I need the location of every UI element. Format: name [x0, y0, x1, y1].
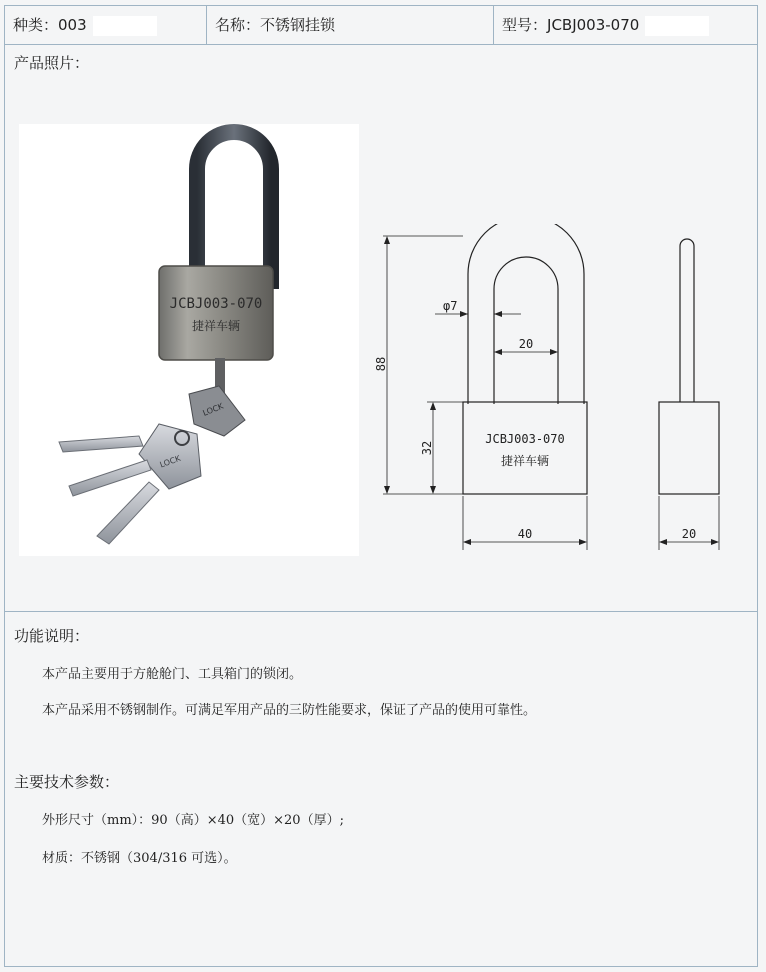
side-shackle — [680, 239, 694, 402]
description-section — [5, 611, 757, 966]
photo-section — [5, 44, 757, 612]
photo-engraving-brand: 捷祥车辆 — [191, 319, 241, 333]
lock-body-shape — [159, 266, 273, 360]
specs-material: 材质：不锈钢（304/316 可选）。 — [42, 851, 237, 866]
specs-size: 外形尺寸（mm）：90（高）×40（宽）×20（厚）; — [42, 813, 344, 828]
dim-label-32: 32 — [420, 440, 434, 456]
front-shackle-inner — [494, 257, 558, 404]
key-blade-2 — [69, 460, 151, 496]
key-head-top-text: LOCK — [201, 401, 225, 418]
dim-label-side-20: 20 — [681, 527, 697, 541]
dim-label-88: 88 — [374, 356, 388, 372]
model-value: JCBJ003-070 — [547, 16, 640, 34]
name-label: 名称： — [215, 16, 261, 34]
name-value: 不锈钢挂锁 — [260, 16, 336, 34]
header-row — [5, 6, 757, 45]
drawing-model-text: JCBJ003-070 — [485, 432, 565, 446]
category-cell — [5, 6, 207, 44]
front-body — [463, 402, 587, 494]
function-para-1: 本产品主要用于方舱舱门、工具箱门的锁闭。 — [42, 667, 303, 682]
drawing-brand-text: 捷祥车辆 — [500, 454, 550, 468]
key-head-front-text: LOCK — [158, 453, 182, 470]
function-label: 功能说明： — [14, 627, 90, 645]
dim-label-inner-20: 20 — [518, 337, 534, 351]
specs-label: 主要技术参数： — [14, 773, 120, 791]
dim-label-40: 40 — [517, 527, 533, 541]
model-blank-field — [645, 16, 709, 36]
key-blade-1 — [59, 436, 143, 452]
photo-section-label: 产品照片： — [14, 54, 90, 72]
function-para-2: 本产品采用不锈钢制作。可满足军用产品的三防性能要求，保证了产品的使用可靠性。 — [42, 703, 537, 718]
front-shackle-outer — [468, 224, 584, 404]
dim-label-phi7: φ7 — [443, 299, 458, 313]
photo-engraving-model: JCBJ003-070 — [169, 296, 263, 312]
side-body — [659, 402, 719, 494]
spec-sheet — [4, 5, 758, 967]
technical-drawing — [363, 224, 733, 564]
product-photo — [19, 124, 359, 556]
model-cell — [494, 6, 757, 44]
key-blade-3 — [97, 482, 159, 544]
category-value: 003 — [58, 16, 87, 34]
model-label: 型号： — [502, 16, 548, 34]
category-label: 种类： — [13, 16, 59, 34]
name-cell — [207, 6, 494, 44]
category-blank-field — [93, 16, 157, 36]
